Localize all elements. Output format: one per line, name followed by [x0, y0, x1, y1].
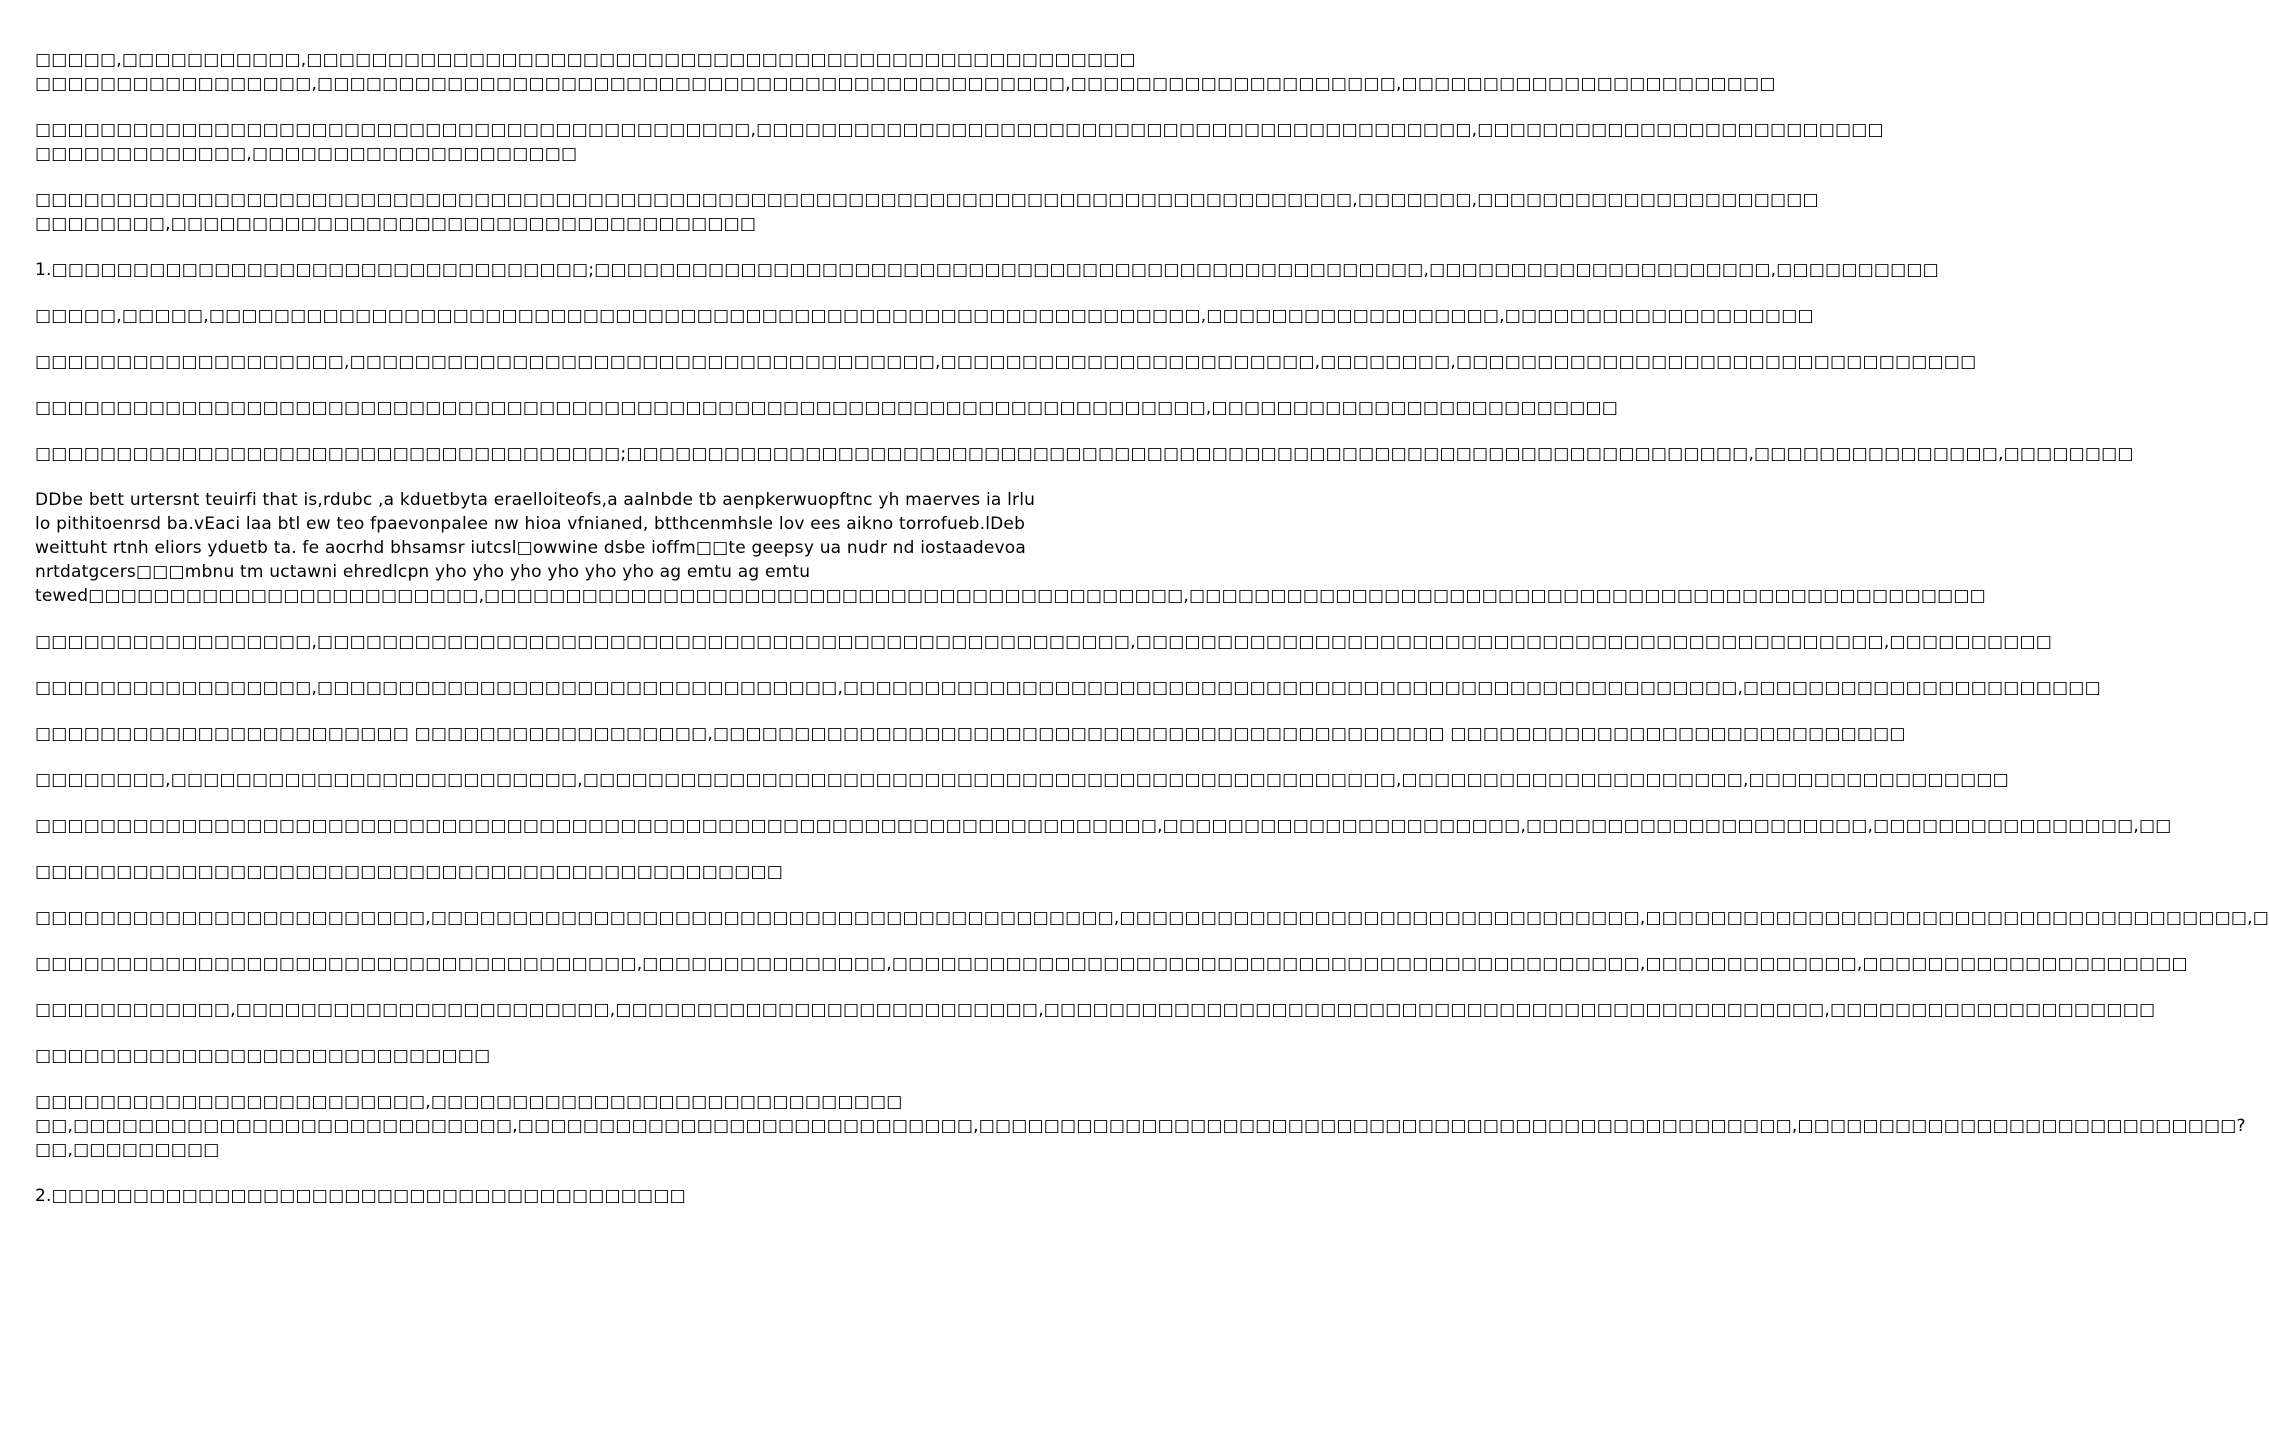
paragraph-line: weittuht rtnh eliors yduetb ta. fe aocrhd bhsamsr iutcsl□owwine dsbe ioffm□□te geepsy ua nudr nd iostaadevoa: [35, 538, 1027, 558]
paragraph-line: □□□□□□□□□□□□□□□□□□□□□□□□□□□□□□□□□□□□□□□□□□□□□□□□□□□□□□□□□□□□□□□□□□□□□□□□,□□□□□□□□□□□□□□□□□□□□□□□□□: [35, 398, 1619, 418]
paragraph-line: □□□□□□□□□□□□□□□□□□□□□□□□□□□□□□□□□□□□□□□□□□□□□□□□□□□□□□□□□□□□□□□□□□□□□,□□□□□□□□□□□□□□□□□□□□□□,□□□□□□□□□□□□□□□□□□□□□,□□□□□□□□□□□□□□□□,□□: [35, 816, 2172, 836]
document-paragraph: [35, 952, 2188, 976]
paragraph-line: □□□□□□□□□□□□□□□□□□□,□□□□□□□□□□□□□□□□□□□□□□□□□□□□□□□□□□□□,□□□□□□□□□□□□□□□□□□□□□□□,□□□□□□□□,□□□□□□□□□□□□□□□□□□□□□□□□□□□□□□□□: [35, 352, 1977, 372]
document-paragraph: [35, 350, 1977, 374]
document-paragraph: [35, 258, 1939, 282]
paragraph-line: □□□□□□□□□□□□□□□□□□□□□□□□□□□□□□□□□□□□□,□□□□□□□□□□□□□□□,□□□□□□□□□□□□□□□□□□□□□□□□□□□□□□□□□□□□□□□□□□□□□□,□□□□□□□□□□□□□,□□□□□□□□□□□□□□□□□□□□: [35, 954, 2188, 974]
paragraph-line: tewed□□□□□□□□□□□□□□□□□□□□□□□□,□□□□□□□□□□□□□□□□□□□□□□□□□□□□□□□□□□□□□□□□□□□,□□□□□□□□□□□□□□□□□□□□□□□□□□□□□□□□□□□□□□□□□□□□□□□□□: [35, 586, 1986, 606]
document-paragraph: [35, 396, 1619, 420]
paragraph-line: lo pithitoenrsd ba.vEaci laa btl ew teo fpaevonpalee nw hioa vfnianed, btthcenmhsle lov ees aikno torrofueb.lDeb: [35, 514, 1026, 534]
paragraph-line: □□□□□□□□□□□□□□□□□□□□□□□□,□□□□□□□□□□□□□□□□□□□□□□□□□□□□□: [35, 1092, 903, 1112]
paragraph-line: 2.□□□□□□□□□□□□□□□□□□□□□□□□□□□□□□□□□□□□□□□: [35, 1186, 686, 1206]
paragraph-line: □□□□□□□□□□□□□□□□□,□□□□□□□□□□□□□□□□□□□□□□□□□□□□□□□□□□□□□□□□□□□□□□□□□□,□□□□□□□□□□□□□□□□□□□□□□□□□□□□□□□□□□□□□□□□□□□□□□,□□□□□□□□□□: [35, 632, 2053, 652]
document-paragraph: [35, 722, 1906, 746]
paragraph-line: □□□□□□□□□□□□□□□□□□□□□□□□□□□□□□□□□□□□□□□□□□□□,□□□□□□□□□□□□□□□□□□□□□□□□□□□□□□□□□□□□□□□□□□□□,□□□□□□□□□□□□□□□□□□□□□□□□□: [35, 120, 1884, 140]
document-paragraph: [35, 860, 989, 884]
paragraph-line: □□,□□□□□□□□□□□□□□□□□□□□□□□□□□□,□□□□□□□□□□□□□□□□□□□□□□□□□□□□,□□□□□□□□□□□□□□□□□□□□□□□□□□□□□□□□□□□□□□□□□□□□□□□□□□,□□□□□□□□□□□□□□□□□□□□□□□□□□□?: [35, 1116, 2246, 1136]
document-paragraph: [35, 488, 1986, 608]
paragraph-line: □□□□□□□□,□□□□□□□□□□□□□□□□□□□□□□□□□,□□□□□□□□□□□□□□□□□□□□□□□□□□□□□□□□□□□□□□□□□□□□□□□□□□,□□□□□□□□□□□□□□□□□□□□□,□□□□□□□□□□□□□□□□: [35, 770, 2009, 790]
paragraph-line: □□□□□□□□□□□□□□□□□□□□□□□□□□□□: [35, 1046, 491, 1066]
document-paragraph: [35, 1090, 2246, 1162]
document-paragraph: [35, 630, 2053, 654]
document-paragraph: [35, 188, 1819, 236]
paragraph-line: □□□□□,□□□□□,□□□□□□□□□□□□□□□□□□□□□□□□□□□□□□□□□□□□□□□□□□□□□□□□□□□□□□□□□□□□□,□□□□□□□□□□□□□□□□□□,□□□□□□□□□□□□□□□□□□□: [35, 306, 1814, 326]
document-paragraph: [35, 676, 2101, 700]
document-paragraph: [35, 906, 2269, 930]
document-paragraph: [35, 768, 2009, 792]
paragraph-line: □□□□□□□□□□□□□□□□□□□□□□□□□□□□□□□□□□□□□□□□□□□□□□□□□□□□□□□□□□□□□□□□□□□□□□□□□□□□□□□□□,□□□□□□□,□□□□□□□□□□□□□□□□□□□□□: [35, 190, 1819, 210]
paragraph-line: □□□□□□□□□□□□□□□□□□□□□□□□□□□□□□□□□□□□□□□□□□□□□□: [35, 862, 784, 882]
document-paragraph: [35, 442, 2134, 466]
paragraph-line: □□□□□□□□□□□□,□□□□□□□□□□□□□□□□□□□□□□□,□□□□□□□□□□□□□□□□□□□□□□□□□□,□□□□□□□□□□□□□□□□□□□□□□□□□□□□□□□□□□□□□□□□□□□□□□□□,□□□□□□□□□□□□□□□□□□□□: [35, 1000, 2156, 1020]
paragraph-line: □□□□□□□□□□□□□□□□□□□□□□□□□□□□□□□□□□□□;□□□□□□□□□□□□□□□□□□□□□□□□□□□□□□□□□□□□□□□□□□□□□□□□□□□□□□□□□□□□□□□□□□□□□,□□□□□□□□□□□□□□□,□□□□□□□□: [35, 444, 2134, 464]
paragraph-line: □□,□□□□□□□□□: [35, 1140, 220, 1160]
paragraph-line: □□□□□,□□□□□□□□□□□,□□□□□□□□□□□□□□□□□□□□□□□□□□□□□□□□□□□□□□□□□□□□□□□□□□□: [35, 50, 1136, 70]
document-paragraph: [35, 304, 1814, 328]
document-paragraph: [35, 998, 2156, 1022]
paragraph-line: □□□□□□□□□□□□□□□□□,□□□□□□□□□□□□□□□□□□□□□□□□□□□□□□□□,□□□□□□□□□□□□□□□□□□□□□□□□□□□□□□□□□□□□□□□□□□□□□□□□□□□□□□□,□□□□□□□□□□□□□□□□□□□□□□: [35, 678, 2101, 698]
paragraph-line: □□□□□□□□□□□□□□□□□,□□□□□□□□□□□□□□□□□□□□□□□□□□□□□□□□□□□□□□□□□□□□□□,□□□□□□□□□□□□□□□□□□□□,□□□□□□□□□□□□□□□□□□□□□□□: [35, 74, 1776, 94]
document-paragraph: [35, 1184, 989, 1208]
document-paragraph: [35, 1044, 989, 1068]
document-paragraph: [35, 48, 1776, 96]
document-page: [35, 48, 2269, 1230]
paragraph-line: nrtdatgcers□□□mbnu tm uctawni ehredlcpn yho yho yho yho yho yho ag emtu ag emtu: [35, 562, 811, 582]
paragraph-line: □□□□□□□□□□□□□□□□□□□□□□□□,□□□□□□□□□□□□□□□□□□□□□□□□□□□□□□□□□□□□□□□□□□,□□□□□□□□□□□□□□□□□□□□□□□□□□□□□□□□,□□□□□□□□□□□□□□□□□□□□□□□□□□□□□□□□□□□□□,□: [35, 908, 2269, 928]
paragraph-line: □□□□□□□□,□□□□□□□□□□□□□□□□□□□□□□□□□□□□□□□□□□□□: [35, 214, 757, 234]
document-paragraph: [35, 118, 1884, 166]
document-paragraph: [35, 814, 2172, 838]
paragraph-line: □□□□□□□□□□□□□,□□□□□□□□□□□□□□□□□□□□: [35, 144, 578, 164]
paragraph-line: 1.□□□□□□□□□□□□□□□□□□□□□□□□□□□□□□□□□;□□□□□□□□□□□□□□□□□□□□□□□□□□□□□□□□□□□□□□□□□□□□□□□□□□□,□□□□□□□□□□□□□□□□□□□□□,□□□□□□□□□□: [35, 260, 1939, 280]
paragraph-line: DDbe bett urtersnt teuirfi that is,rdubc ,a kduetbyta eraelloiteofs,a aalnbde tb aenpkerwuopftnc yh maerves ia lrlu: [35, 490, 1036, 510]
paragraph-line: □□□□□□□□□□□□□□□□□□□□□□□ □□□□□□□□□□□□□□□□□□,□□□□□□□□□□□□□□□□□□□□□□□□□□□□□□□□□□□□□□□□□□□□□ □□□□□□□□□□□□□□□□□□□□□□□□□□□□: [35, 724, 1906, 744]
